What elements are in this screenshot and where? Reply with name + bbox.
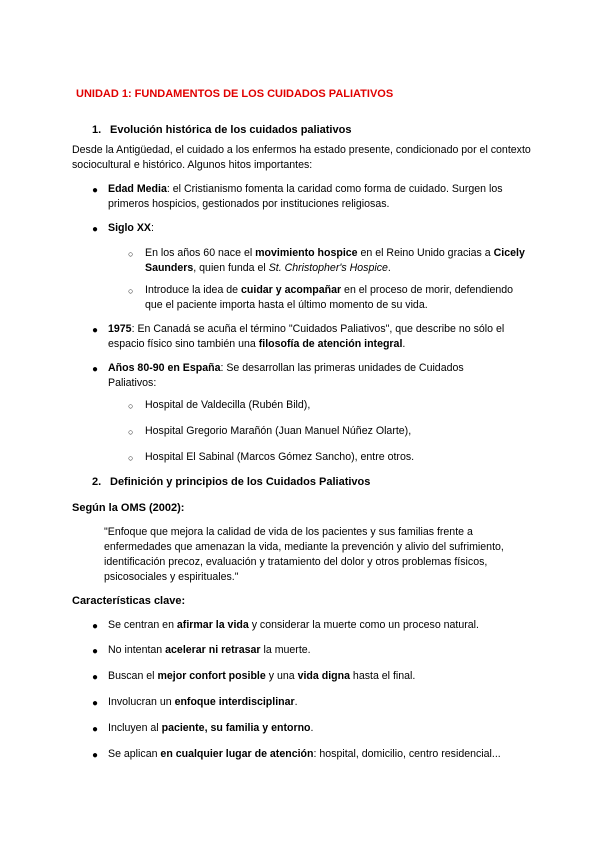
list-item-text: : Se desarrollan las primeras unidades de Cuidados Paliativos: [108, 362, 464, 389]
bullet-icon: ● [92, 364, 99, 375]
text-span: Incluyen al [108, 722, 162, 734]
text-span: . [310, 722, 314, 734]
list-item-1975 [108, 322, 528, 352]
bullet-icon: ● [92, 185, 99, 196]
list-item [108, 721, 314, 736]
bullet-icon: ● [92, 750, 99, 761]
bold-span: en cualquier lugar de atención [160, 748, 314, 760]
bold-span: Cicely Saunders [145, 247, 525, 274]
list-item-siglo-xx [108, 221, 154, 236]
text-span: : En Canadá se acuña el término "Cuidados Paliativos", que describe no sólo el espacio físico sino también una [108, 323, 505, 350]
text-span: , quien funda el [193, 262, 269, 274]
text-span: Se aplican [108, 748, 161, 760]
text-span: . [387, 262, 391, 274]
bold-span: mejor confort posible [157, 670, 266, 682]
bold-span: afirmar la vida [176, 619, 249, 631]
text-span: hasta el final. [349, 670, 416, 682]
circle-bullet-icon: ○ [128, 249, 134, 259]
list-item-label: 1975 [108, 323, 132, 335]
text-span: Buscan el [108, 670, 158, 682]
text-span: en el proceso de morir, defendiendo que el paciente importa hasta el último momento de su vida. [145, 284, 514, 311]
list-item [108, 747, 501, 762]
text-span: en el Reino Unido gracias a [357, 247, 494, 259]
text-span: . [402, 338, 406, 350]
bold-span: filosofía de atención integral [258, 338, 403, 350]
bold-span: enfoque interdisciplinar [174, 696, 295, 708]
list-item-edad-media [108, 182, 528, 212]
italic-span: St. Christopher's Hospice [268, 262, 388, 274]
text-span: Involucran un [108, 696, 175, 708]
list-item-label: Edad Media [108, 183, 167, 195]
oms-quote: "Enfoque que mejora la calidad de vida de los pacientes y sus familias frente a enfermedades que amenazan la vida, mediante la prevención y alivio del sufrimiento, identificación precoz, evaluación y tratamiento del dolor y otros problemas físicos, psicosociales y espirituales." [104, 526, 504, 583]
caracteristicas-label: Características clave: [72, 595, 186, 607]
intro-paragraph: Desde la Antigüedad, el cuidado a los enfermos ha estado presente, condicionado por el contexto sociocultural e histórico. Algunos hitos importantes: [72, 144, 531, 171]
bold-span: acelerar ni retrasar [165, 644, 261, 656]
text-span: Se centran en [108, 619, 177, 631]
list-item-text: : [150, 222, 154, 234]
list-item-label: Años 80-90 en España [108, 362, 221, 374]
bullet-icon: ● [92, 724, 99, 735]
text-span: la muerte. [260, 644, 311, 656]
sub-item-hospice [145, 246, 525, 276]
section-number: 1. [92, 124, 102, 136]
hospital-item: Hospital Gregorio Marañón (Juan Manuel Núñez Olarte), [145, 425, 412, 437]
circle-bullet-icon: ○ [128, 286, 134, 296]
list-item [108, 618, 479, 633]
bullet-icon: ● [92, 325, 99, 336]
list-item-text: : el Cristianismo fomenta la caridad como forma de cuidado. Surgen los primeros hospicios, gestionados por instituciones religiosas. [108, 183, 503, 210]
hospital-item: Hospital El Sabinal (Marcos Gómez Sancho), entre otros. [145, 451, 415, 463]
bullet-icon: ● [92, 672, 99, 683]
list-item-label: Siglo XX [108, 222, 151, 234]
text-span: : hospital, domicilio, centro residencial... [313, 748, 501, 760]
bullet-icon: ● [92, 224, 99, 235]
section-number: 2. [92, 476, 102, 488]
circle-bullet-icon: ○ [128, 453, 134, 463]
bold-span: vida digna [297, 670, 350, 682]
text-span: y una [265, 670, 298, 682]
list-item-espana [108, 361, 498, 391]
text-span: En los años 60 nace el [145, 247, 256, 259]
circle-bullet-icon: ○ [128, 427, 134, 437]
bullet-icon: ● [92, 621, 99, 632]
text-span: No intentan [108, 644, 166, 656]
text-span: Introduce la idea de [145, 284, 242, 296]
section-heading: Evolución histórica de los cuidados paliativos [110, 124, 352, 136]
circle-bullet-icon: ○ [128, 401, 134, 411]
list-item [108, 669, 415, 684]
hospital-item: Hospital de Valdecilla (Rubén Bild), [145, 399, 311, 411]
bullet-icon: ● [92, 698, 99, 709]
sub-item-cuidar [145, 283, 525, 313]
section-heading: Definición y principios de los Cuidados Paliativos [110, 476, 371, 488]
bold-span: cuidar y acompañar [241, 284, 342, 296]
list-item [108, 643, 311, 658]
list-item [108, 695, 298, 710]
text-span: y considerar la muerte como un proceso natural. [248, 619, 479, 631]
bold-span: movimiento hospice [255, 247, 358, 259]
bullet-icon: ● [92, 646, 99, 657]
bold-span: paciente, su familia y entorno [161, 722, 311, 734]
oms-label: Según la OMS (2002): [72, 502, 185, 514]
text-span: . [294, 696, 298, 708]
page-title: UNIDAD 1: FUNDAMENTOS DE LOS CUIDADOS PALIATIVOS [76, 88, 394, 100]
